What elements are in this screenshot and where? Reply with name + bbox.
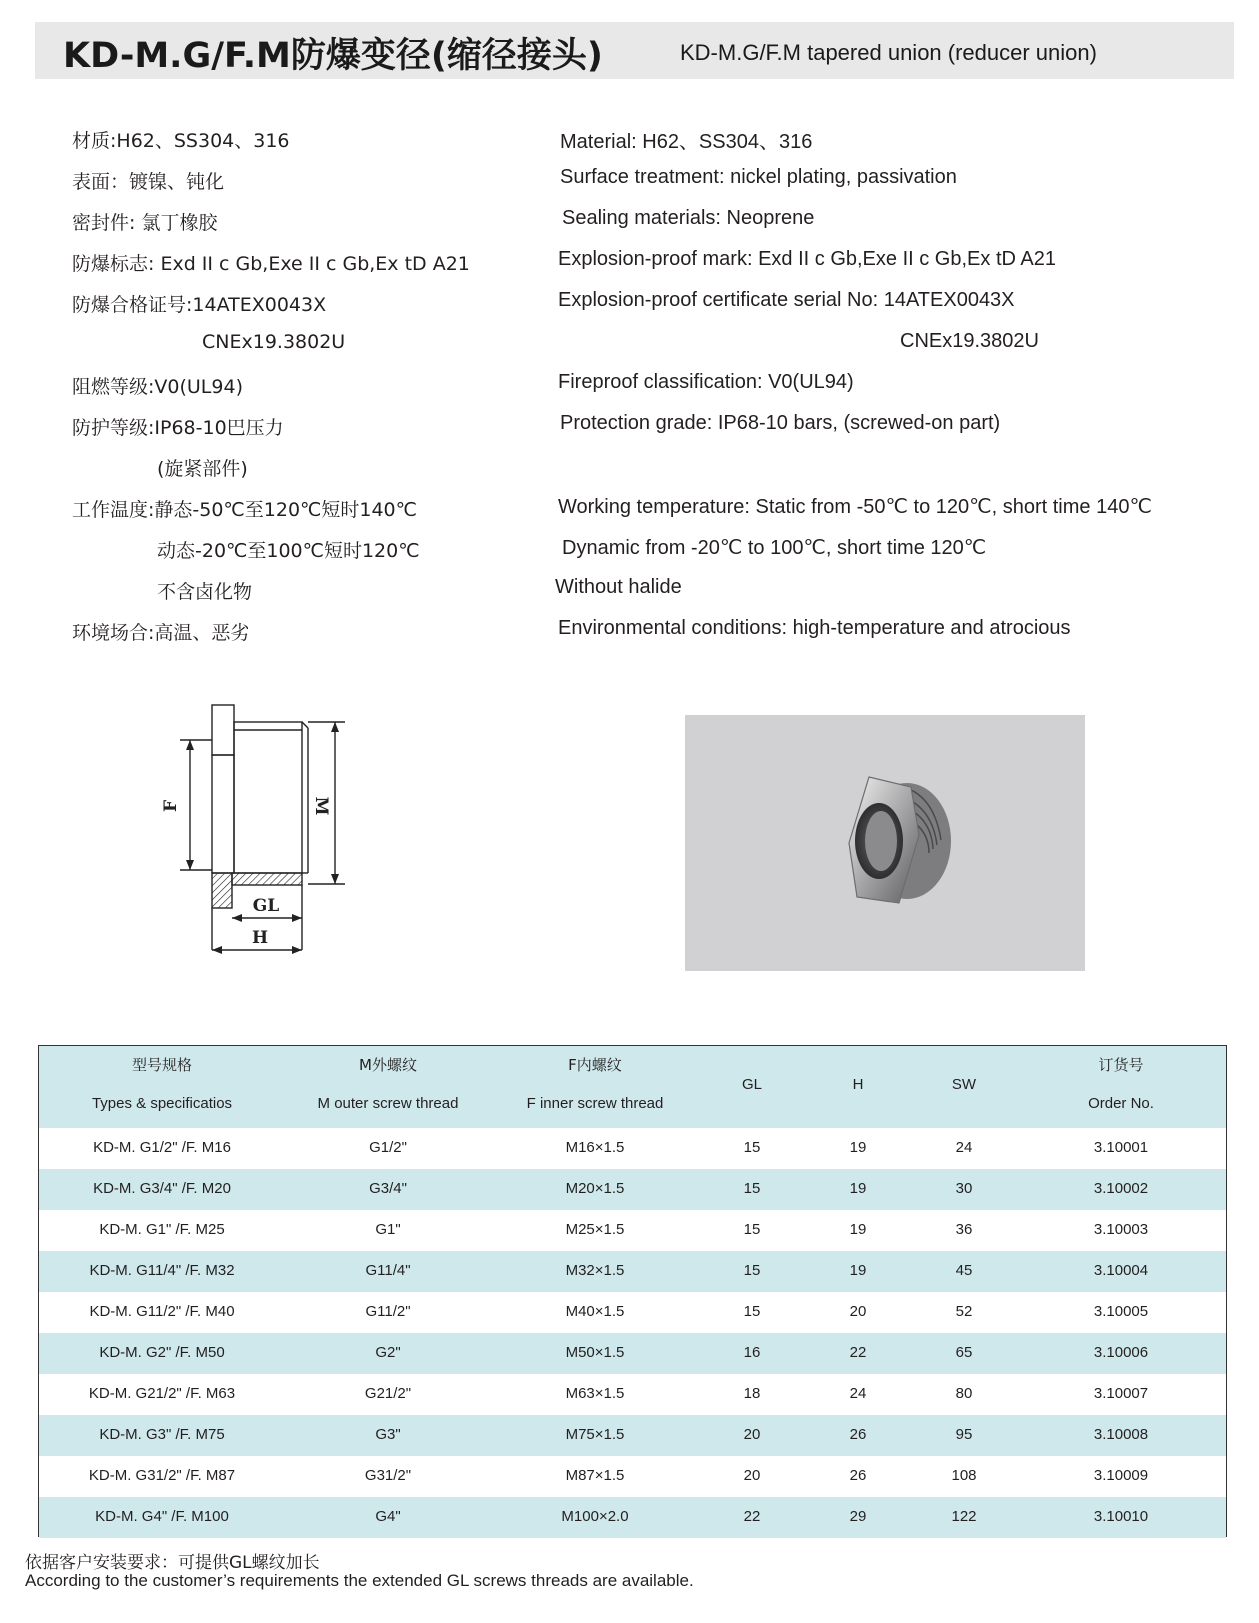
cell-m-thread: G11/2" [365,1303,411,1320]
cell-sw: 80 [955,1385,973,1402]
header-sw: SW [951,1076,977,1093]
cell-type: KD-M. G2" /F. M50 [99,1344,225,1361]
cell-gl: 15 [743,1262,761,1279]
spec-en-halide: Without halide [555,576,682,598]
cell-gl: 20 [743,1426,761,1443]
spec-cn-halide: 不含卤化物 [157,581,253,603]
cell-h: 20 [849,1303,867,1320]
spec-en-protection: Protection grade: IP68-10 bars, (screwed-on part) [560,412,1001,434]
spec-en-seal: Sealing materials: Neoprene [562,207,815,229]
cell-m-thread: G21/2" [364,1385,412,1402]
table-row [39,1333,1226,1374]
page-title: KD-M.G/F.M防爆变径(缩径接头) [63,36,603,76]
cell-h: 26 [849,1426,867,1443]
spec-en-mark: Explosion-proof mark: Exd II c Gb,Exe II c Gb,Ex tD A21 [558,248,1056,270]
table-row [39,1415,1226,1456]
cell-gl: 15 [743,1303,761,1320]
cell-gl: 20 [743,1467,761,1484]
spec-cn-mark: 防爆标志: Exd II c Gb,Exe II c Gb,Ex tD A21 [72,253,470,275]
cell-order-no: 3.10005 [1093,1303,1149,1320]
header-gl: GL [741,1076,762,1093]
page-subtitle: KD-M.G/F.M tapered union (reducer union) [680,40,1097,65]
cell-type: KD-M. G3/4" /F. M20 [93,1180,231,1197]
spec-en-fireproof: Fireproof classification: V0(UL94) [558,371,854,393]
cell-order-no: 3.10004 [1093,1262,1149,1279]
cell-f-thread: M25×1.5 [565,1221,625,1238]
header-f-en: F inner screw thread [526,1095,664,1112]
cell-sw: 108 [951,1467,977,1484]
cell-order-no: 3.10001 [1093,1139,1149,1156]
cell-h: 19 [849,1139,867,1156]
table-row [39,1292,1226,1333]
cell-m-thread: G1/2" [369,1139,407,1156]
spec-en-temp: Working temperature: Static from -50℃ to 120℃, short time 140℃ [558,496,1152,518]
cell-order-no: 3.10010 [1093,1508,1149,1525]
cell-h: 19 [849,1262,867,1279]
cell-sw: 65 [955,1344,973,1361]
cell-h: 29 [849,1508,867,1525]
header-f-cn: F内螺纹 [568,1056,622,1074]
cell-h: 22 [849,1344,867,1361]
cell-m-thread: G2" [375,1344,401,1361]
cell-f-thread: M87×1.5 [565,1467,625,1484]
header-type-en: Types & specificatios [91,1095,233,1112]
product-photo [685,715,1085,971]
spec-cn-fireproof: 阻燃等级:V0(UL94) [72,376,243,398]
cell-f-thread: M100×2.0 [561,1508,629,1525]
spec-cn-surface: 表面：镀镍、钝化 [72,171,225,193]
dimension-drawing [150,700,370,980]
label-h: H [251,928,269,948]
header-type-cn: 型号规格 [131,1056,192,1074]
title-bar [35,22,1234,79]
table-row [39,1497,1226,1538]
spec-cn-cert: 防爆合格证号:14ATEX0043X [72,294,327,316]
cell-gl: 15 [743,1221,761,1238]
table-row [39,1374,1226,1415]
cell-type: KD-M. G1/2" /F. M16 [93,1139,231,1156]
cell-gl: 18 [743,1385,761,1402]
footnote-en: According to the customer’s requirements the extended GL screws threads are available. [25,1571,694,1590]
cell-h: 26 [849,1467,867,1484]
table-header [39,1046,1226,1128]
cell-f-thread: M75×1.5 [565,1426,625,1443]
cell-order-no: 3.10007 [1093,1385,1149,1402]
cell-type: KD-M. G3" /F. M75 [99,1426,225,1443]
cell-m-thread: G3/4" [369,1180,407,1197]
cell-f-thread: M20×1.5 [565,1180,625,1197]
table-row [39,1456,1226,1497]
label-f: F [161,799,181,813]
footnote-cn: 依据客户安装要求：可提供GL螺纹加长 [25,1553,320,1573]
cell-sw: 122 [951,1508,977,1525]
spec-cn-seal: 密封件: 氯丁橡胶 [72,212,218,234]
cell-type: KD-M. G4" /F. M100 [95,1508,229,1525]
cell-m-thread: G1" [375,1221,401,1238]
header-h: H [852,1076,864,1093]
cell-gl: 15 [743,1180,761,1197]
label-m: M [311,796,331,816]
cell-sw: 95 [955,1426,973,1443]
spec-cn-environment: 环境场合:高温、恶劣 [72,622,250,644]
cell-order-no: 3.10008 [1093,1426,1149,1443]
cell-sw: 36 [955,1221,973,1238]
table-row [39,1128,1226,1169]
spec-cn-material: 材质:H62、SS304、316 [72,130,290,152]
cell-gl: 16 [743,1344,761,1361]
table-row [39,1169,1226,1210]
cell-order-no: 3.10006 [1093,1344,1149,1361]
table-row [39,1210,1226,1251]
spec-table [38,1045,1227,1537]
cell-type: KD-M. G1" /F. M25 [99,1221,225,1238]
spec-en-material: Material: H62、SS304、316 [560,131,813,153]
cell-sw: 52 [955,1303,973,1320]
cell-sw: 24 [955,1139,973,1156]
cell-f-thread: M50×1.5 [565,1344,625,1361]
cell-m-thread: G11/4" [365,1262,411,1279]
spec-en-surface: Surface treatment: nickel plating, passivation [560,166,957,188]
cell-f-thread: M63×1.5 [565,1385,625,1402]
cell-gl: 22 [743,1508,761,1525]
spec-cn-temp: 工作温度:静态-50℃至120℃短时140℃ [72,499,417,521]
cell-type: KD-M. G21/2" /F. M63 [88,1385,236,1402]
cell-order-no: 3.10009 [1093,1467,1149,1484]
cell-order-no: 3.10002 [1093,1180,1149,1197]
header-m-cn: M外螺纹 [359,1056,417,1074]
spec-cn-protection: 防护等级:IP68-10巴压力 [72,417,284,439]
header-m-en: M outer screw thread [317,1095,459,1112]
header-order-cn: 订货号 [1098,1056,1144,1074]
cell-sw: 30 [955,1180,973,1197]
spec-en-cert-2: CNEx19.3802U [900,330,1039,352]
cell-f-thread: M16×1.5 [565,1139,625,1156]
cell-f-thread: M32×1.5 [565,1262,625,1279]
cell-h: 24 [849,1385,867,1402]
spec-en-temp-2: Dynamic from -20℃ to 100℃, short time 120℃ [562,537,987,559]
spec-en-cert: Explosion-proof certificate serial No: 14ATEX0043X [558,289,1015,311]
cell-type: KD-M. G11/4" /F. M32 [89,1262,235,1279]
spec-cn-cert-2: CNEx19.3802U [202,331,346,353]
cell-h: 19 [849,1221,867,1238]
cell-m-thread: G3" [375,1426,401,1443]
cell-m-thread: G31/2" [364,1467,412,1484]
cell-h: 19 [849,1180,867,1197]
cell-type: KD-M. G11/2" /F. M40 [89,1303,235,1320]
cell-sw: 45 [955,1262,973,1279]
cell-gl: 15 [743,1139,761,1156]
cell-f-thread: M40×1.5 [565,1303,625,1320]
label-gl: GL [252,896,280,916]
cell-type: KD-M. G31/2" /F. M87 [88,1467,236,1484]
spec-cn-protection-2: (旋紧部件) [157,458,248,480]
header-order-en: Order No. [1088,1095,1154,1112]
spec-en-environment: Environmental conditions: high-temperature and atrocious [558,617,1071,639]
table-row [39,1251,1226,1292]
cell-order-no: 3.10003 [1093,1221,1149,1238]
spec-cn-temp-2: 动态-20℃至100℃短时120℃ [157,540,420,562]
cell-m-thread: G4" [375,1508,401,1525]
